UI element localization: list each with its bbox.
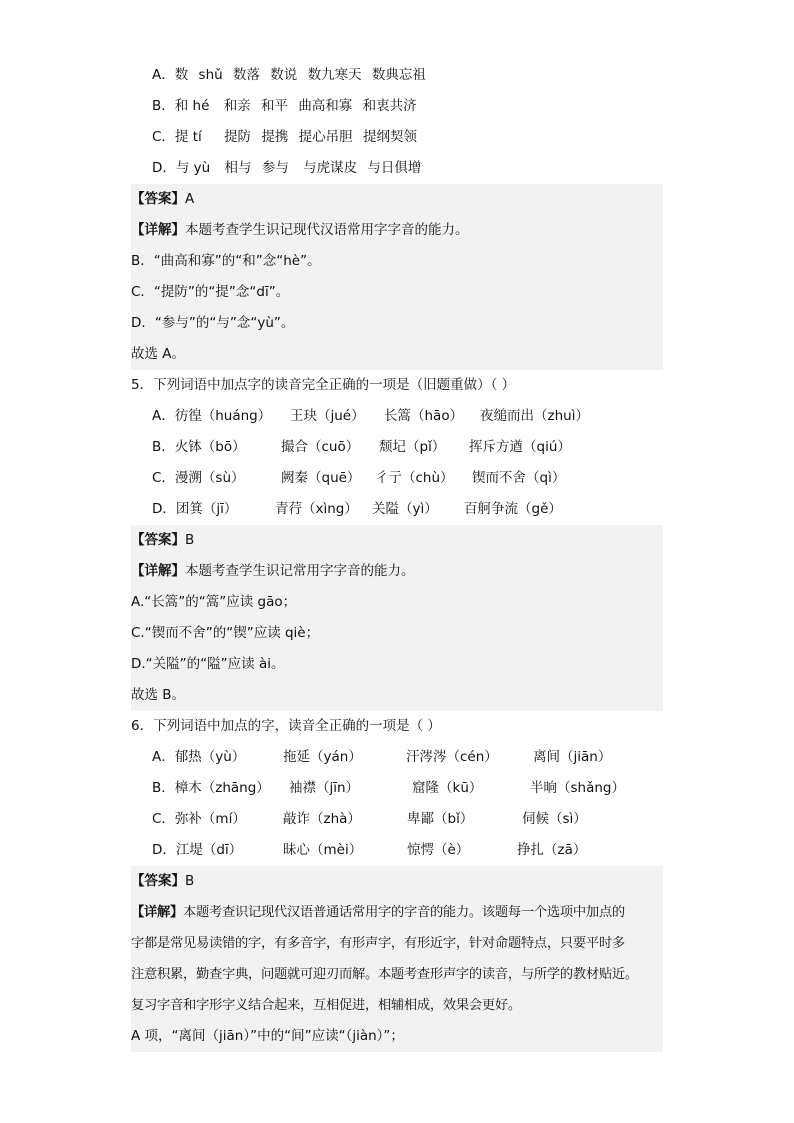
q6-stem: 6．下列词语中加点的字，读音全正确的一项是（ ） [131, 718, 441, 734]
q6-detail-line-1: 本题考查识记现代汉语普通话常用字的字音的能力。该题每一个选项中加点的 [183, 905, 625, 920]
q5-option-d-word4: 百舸争流（gě） [464, 501, 562, 517]
q4-option-c [131, 122, 663, 153]
q5-option-b-word2: 撮合（cuō） [281, 439, 360, 455]
q4-option-d-word1: 相与 [224, 160, 252, 176]
q6-option-b-word3: 窟隆（kū） [412, 780, 483, 796]
q4-option-b-word1: 和亲 [223, 98, 251, 114]
q6-explanation-1: A 项，“离间（jiān）”中的“间”应读“（jiàn）”； [131, 1028, 404, 1044]
q6-option-a-word2: 拖延（yán） [283, 749, 362, 765]
q4-option-a-word3: 数九寒天 [307, 67, 362, 83]
q4-option-d-word2: 参与 [261, 160, 289, 176]
q5-option-a-word3: 长篙（hāo） [384, 408, 464, 424]
q5-answer-block [131, 525, 663, 711]
q5-detail-label: 【详解】 [131, 563, 185, 579]
q5-detail [131, 556, 663, 587]
q4-option-b-word4: 和衷共济 [362, 98, 417, 114]
q4-option-c-word1: 提防 [224, 129, 252, 145]
q4-answer-label: 【答案】 [131, 191, 185, 207]
q4-option-d-word4: 与日俱增 [367, 160, 422, 176]
q6-option-b-word1: B．樟木（zhāng） [152, 780, 270, 796]
q4-option-c-head: C．提 tí [152, 129, 202, 145]
q6-option-b-word2: 袖襟（jīn） [289, 780, 360, 796]
q5-option-a-word1: A．彷徨（huáng） [152, 408, 272, 424]
q5-option-c-word3: 彳亍（chù） [375, 470, 454, 486]
q6-option-c-word2: 敲诈（zhà） [283, 811, 361, 827]
q6-option-a-word4: 离间（jiān） [533, 749, 612, 765]
q6-option-b [131, 773, 663, 804]
q4-explanation-1: B．“曲高和寡”的“和”念“hè”。 [131, 253, 321, 269]
q4-option-a-word2: 数说 [270, 67, 298, 83]
q6-answer-value: B [185, 873, 195, 889]
q5-option-c [131, 463, 663, 494]
q4-explanation-2: C．“提防”的“提”念“dī”。 [131, 284, 290, 300]
q4-explanation-3: D．“参与”的“与”念“yù”。 [131, 315, 295, 331]
q5-answer-value: B [185, 532, 195, 548]
q5-option-d-word3: 关隘（yì） [372, 501, 438, 517]
q6-option-c-word3: 卑鄙（bǐ） [407, 811, 474, 827]
q4-answer-value: A [185, 191, 195, 207]
q5-option-a-word4: 夜缒而出（zhuì） [480, 408, 589, 424]
document-content [131, 60, 663, 1052]
q5-option-b [131, 432, 663, 463]
q5-option-d-word1: D．团箕（jī） [152, 501, 238, 517]
q4-option-a-word1: 数落 [233, 67, 260, 83]
q4-option-a-pinyin: shǔ [198, 67, 223, 83]
q6-detail-line-3: 注意积累，勤查字典，问题就可迎刃而解。本题考查形声字的读音，与所学的教材贴近。 [131, 967, 638, 982]
q5-stem: 5．下列词语中加点字的读音完全正确的一项是（旧题重做）（ ） [131, 377, 516, 393]
q6-detail-line-4: 复习字音和字形字义结合起来，互相促进，相辅相成，效果会更好。 [131, 998, 521, 1013]
q4-detail-label: 【详解】 [131, 222, 185, 238]
q4-detail-text: 本题考查学生识记现代汉语常用字字音的能力。 [185, 222, 469, 238]
q4-option-b [131, 91, 663, 122]
q6-detail [131, 897, 663, 928]
q4-option-b-word2: 和平 [261, 98, 289, 114]
q6-option-d-word2: 昧心（mèi） [283, 842, 363, 858]
q4-option-a-head: A．数 [152, 67, 189, 83]
q5-option-b-word1: B．火钵（bō） [152, 439, 246, 455]
q5-detail-text: 本题考查学生识记常用字字音的能力。 [185, 563, 415, 579]
q4-detail [131, 215, 663, 246]
q6-option-d-word4: 挣扎（zā） [517, 842, 587, 858]
q4-option-a [131, 60, 663, 91]
q5-answer-label: 【答案】 [131, 532, 185, 548]
q6-option-c [131, 804, 663, 835]
q6-option-a-word3: 汗涔涔（cén） [406, 749, 498, 765]
q5-option-b-word3: 颓圮（pǐ） [379, 439, 446, 455]
q5-option-c-word2: 阙秦（quē） [281, 470, 361, 486]
q5-explanation-1: A.“长篙”的“篙”应读 gāo； [131, 594, 297, 610]
q4-option-c-word2: 提携 [261, 129, 289, 145]
q5-option-a [131, 401, 663, 432]
q6-option-b-word4: 半晌（shǎng） [530, 780, 625, 796]
q6-option-c-word1: C．弥补（mí） [152, 811, 246, 827]
q5-option-d [131, 494, 663, 525]
q5-option-b-word4: 挥斥方遒（qiú） [469, 439, 571, 455]
q6-option-a-word1: A．郁热（yù） [152, 749, 246, 765]
q5-answer [131, 525, 663, 556]
q4-option-c-word4: 提纲契领 [362, 129, 417, 145]
q6-answer-block [131, 866, 663, 1052]
q6-answer-label: 【答案】 [131, 873, 185, 889]
q6-option-d-word3: 惊愕（è） [407, 842, 470, 858]
q5-explanation-3: D.“关隘”的“隘”应读 ài。 [131, 656, 285, 672]
q5-option-d-word2: 青荇（xìng） [275, 501, 358, 517]
q5-conclusion: 故选 B。 [131, 687, 186, 703]
q6-option-a [131, 742, 663, 773]
q4-option-a-word4: 数典忘祖 [371, 67, 426, 83]
q4-option-b-head: B．和 hé [152, 98, 210, 114]
q4-option-d-head: D．与 yù [152, 160, 211, 176]
q5-option-c-word4: 锲而不舍（qì） [472, 470, 566, 486]
q4-answer [131, 184, 663, 215]
q4-conclusion: 故选 A。 [131, 346, 186, 362]
q6-option-d-word1: D．江堤（dī） [152, 842, 243, 858]
q5-explanation-2: C.“锲而不舍”的“锲”应读 qiè； [131, 625, 320, 641]
q6-option-d [131, 835, 663, 866]
q5-option-a-word2: 王玦（jué） [290, 408, 365, 424]
q4-option-c-word3: 提心吊胆 [298, 129, 353, 145]
q6-detail-line-2: 字都是常见易读错的字，有多音字，有形声字，有形近字，针对命题特点，只要平时多 [131, 936, 625, 951]
q4-option-b-word3: 曲高和寡 [298, 98, 353, 114]
q4-option-d-word3: 与虎谋皮 [303, 160, 358, 176]
q6-answer [131, 866, 663, 897]
q5-option-c-word1: C．漫溯（sù） [152, 470, 245, 486]
q4-answer-block [131, 184, 663, 370]
q6-option-c-word4: 伺候（sì） [522, 811, 587, 827]
q4-option-d [131, 153, 663, 184]
q6-detail-label: 【详解】 [131, 905, 183, 920]
